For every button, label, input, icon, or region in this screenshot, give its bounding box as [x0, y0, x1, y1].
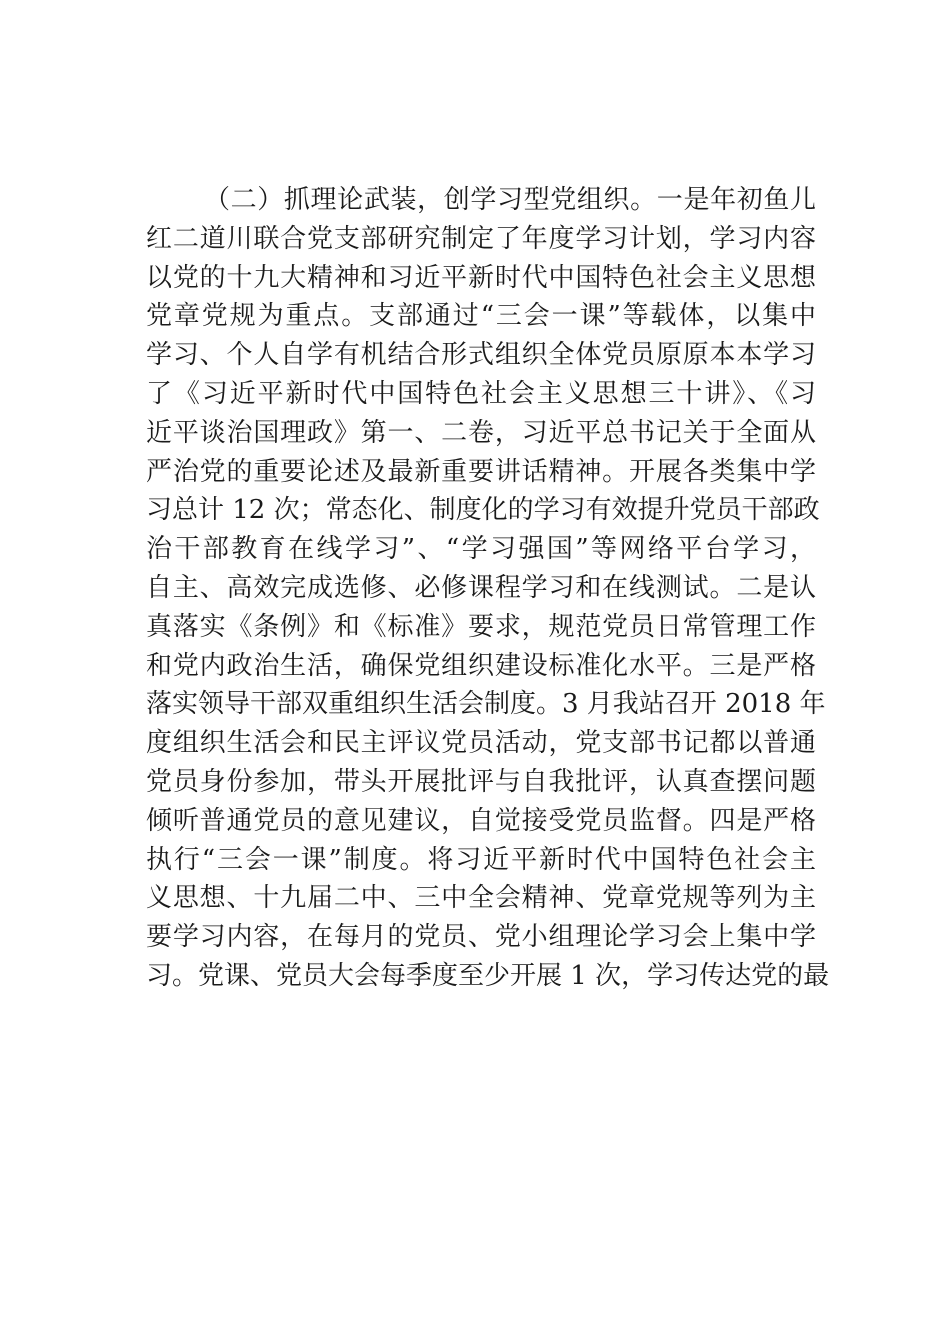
- text-line: 义思想、十九届二中、三中全会精神、党章党规等列为主: [146, 883, 816, 914]
- text-line: 执行“三会一课”制度。将习近平新时代中国特色社会主: [146, 844, 816, 875]
- text-line: 学习、个人自学有机结合形式组织全体党员原原本本学习: [146, 340, 816, 371]
- text-line: 真落实《条例》和《标准》要求，规范党员日常管理工作: [146, 611, 816, 642]
- text-line: 红二道川联合党支部研究制定了年度学习计划，学习内容: [146, 223, 816, 254]
- text-line: 党章党规为重点。支部通过“三会一课”等载体，以集中: [146, 301, 816, 332]
- text-line: 要学习内容，在每月的党员、党小组理论学习会上集中学: [146, 922, 816, 953]
- text-line: （二）抓理论武装，创学习型党组织。一是年初鱼儿: [204, 185, 816, 215]
- text-line: 度组织生活会和民主评议党员活动，党支部书记都以普通: [146, 728, 816, 759]
- text-line: 倾听普通党员的意见建议，自觉接受党员监督。四是严格: [146, 805, 816, 836]
- body-paragraph: [146, 181, 830, 996]
- text-line: 严治党的重要论述及最新重要讲话精神。开展各类集中学: [146, 456, 816, 487]
- text-line: 近平谈治国理政》第一、二卷，习近平总书记关于全面从: [146, 417, 816, 448]
- text-line: 习。党课、党员大会每季度至少开展 1 次，学习传达党的最: [146, 960, 830, 991]
- text-line: 了《习近平新时代中国特色社会主义思想三十讲》、《习: [146, 378, 816, 409]
- text-line: 自主、高效完成选修、必修课程学习和在线测试。二是认: [146, 572, 816, 603]
- text-line: 治干部教育在线学习”、“学习强国”等网络平台学习，: [146, 534, 816, 565]
- text-line: 和党内政治生活，确保党组织建设标准化水平。三是严格: [146, 650, 816, 681]
- text-line: 落实领导干部双重组织生活会制度。3 月我站召开 2018 年: [146, 689, 826, 720]
- text-line: 以党的十九大精神和习近平新时代中国特色社会主义思想: [146, 262, 816, 293]
- text-line: 党员身份参加，带头开展批评与自我批评，认真查摆问题: [146, 766, 816, 797]
- text-line: 习总计 12 次；常态化、制度化的学习有效提升党员干部政: [146, 495, 820, 526]
